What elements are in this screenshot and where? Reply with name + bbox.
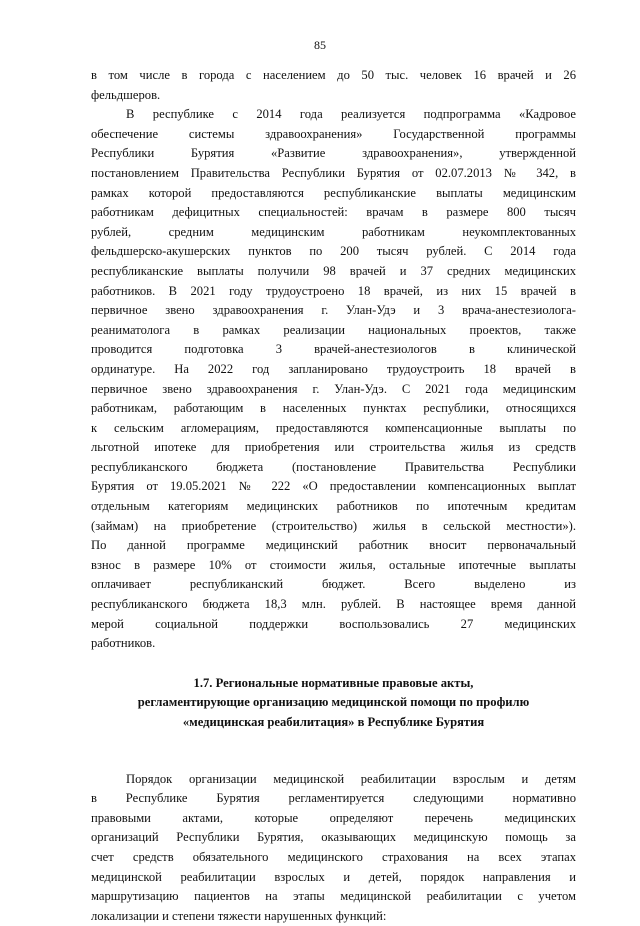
text-line: организаций Республики Бурятия, оказывающих медицинскую помощь за: [91, 830, 576, 845]
text-line: Республики Бурятия «Развитие здравоохранения», утвержденной: [91, 146, 576, 161]
text-line: отдельным категориям медицинских работников по ипотечным кредитам: [91, 499, 576, 514]
text-line: В республике с 2014 года реализуется подпрограмма «Кадровое: [126, 107, 576, 122]
text-line: медицинской реабилитации взрослых и детей, порядок направления и: [91, 869, 576, 884]
text-line: в том числе в города с населением до 50 тыс. человек 16 врачей и 26: [91, 68, 576, 82]
text-line: работникам, работающим в населенных пунктах республики, относящихся: [91, 401, 576, 416]
text-line: правовыми актами, которые определяют перечень медицинских: [91, 810, 576, 825]
text-line: республиканские выплаты получили 98 врачей и 37 средних медицинских: [91, 263, 576, 278]
text-line: фельдшеров.: [91, 87, 161, 102]
text-line: работников.: [91, 636, 156, 651]
spacer: [91, 654, 576, 674]
text-line: оплачивает республиканский бюджет. Всего выделено из: [91, 577, 576, 592]
paragraph-village-staff: [91, 66, 576, 105]
document-body: [91, 66, 576, 926]
text-line: маршрутизацию пациентов на этапы медицинской реабилитации с учетом: [91, 889, 576, 904]
text-line: локализации и степени тяжести нарушенных функций:: [91, 908, 387, 923]
text-line: республиканского бюджета (постановление Правительства Республики: [91, 459, 576, 474]
text-line: льготной ипотеке для приобретения или строительства жилья из средств: [91, 440, 576, 455]
text-line: к сельским агломерациям, предоставляются компенсационные выплаты по: [91, 420, 576, 435]
page-number: 85: [314, 38, 326, 52]
text-line: счет средств обязательного медицинского страхования на всех этапах: [91, 849, 576, 864]
spacer: [91, 733, 576, 770]
text-line: По данной программе медицинский работник вносит первоначальный: [91, 538, 576, 553]
heading-line: 1.7. Региональные нормативные правовые акты,: [193, 675, 474, 690]
text-line: фельдшерско-акушерских пунктов по 200 тысяч рублей. С 2014 года: [91, 244, 576, 259]
text-line: Порядок организации медицинской реабилитации взрослым и детям: [126, 771, 576, 786]
text-line: проводится подготовка 3 врачей-анестезиологов в клинической: [91, 342, 576, 357]
text-line: работников. В 2021 году трудоустроено 18 врачей, из них 15 врачей в: [91, 283, 576, 298]
text-line: в Республике Бурятия регламентируется следующими нормативно: [91, 791, 576, 806]
paragraph-rehabilitation-order: [91, 770, 576, 926]
text-line: обеспечение системы здравоохранения» Государственной программы: [91, 126, 576, 141]
paragraph-staffing-program: [91, 105, 576, 654]
text-line: реаниматолога в рамках реализации национальных проектов, также: [91, 322, 576, 337]
text-line: республиканского бюджета 18,3 млн. рублей. В настоящее время данной: [91, 597, 576, 612]
text-line: мерой социальной поддержки воспользовались 27 медицинских: [91, 616, 576, 631]
heading-line: «медицинская реабилитация» в Республике Бурятия: [182, 715, 485, 729]
section-heading: [91, 674, 576, 733]
text-line: постановлением Правительства Республики Бурятия от 02.07.2013 № 342, в: [91, 165, 576, 180]
text-line: рамках которой предоставляются республиканские выплаты медицинским: [91, 185, 576, 200]
heading-line: регламентирующие организацию медицинской помощи по профилю: [137, 695, 530, 710]
text-line: взнос в размере 10% от стоимости жилья, остальные ипотечные выплаты: [91, 557, 576, 572]
text-line: рублей, средним медицинским работникам неукомплектованных: [91, 224, 576, 239]
text-line: Бурятия от 19.05.2021 № 222 «О предоставлении компенсационных выплат: [91, 479, 576, 494]
text-line: (займам) на приобретение (строительство) жилья в сельской местности»).: [91, 518, 576, 533]
text-line: ординатуре. На 2022 год запланировано трудоустроить 18 врачей в: [91, 361, 576, 376]
text-line: первичное звено здравоохранения г. Улан-Удэ и 3 врача-анестезиолога-: [91, 303, 576, 318]
text-line: первичное звено здравоохранения г. Улан-Удэ. С 2021 года медицинским: [91, 381, 576, 396]
text-line: работникам дефицитных специальностей: врачам в размере 800 тысяч: [91, 205, 576, 220]
